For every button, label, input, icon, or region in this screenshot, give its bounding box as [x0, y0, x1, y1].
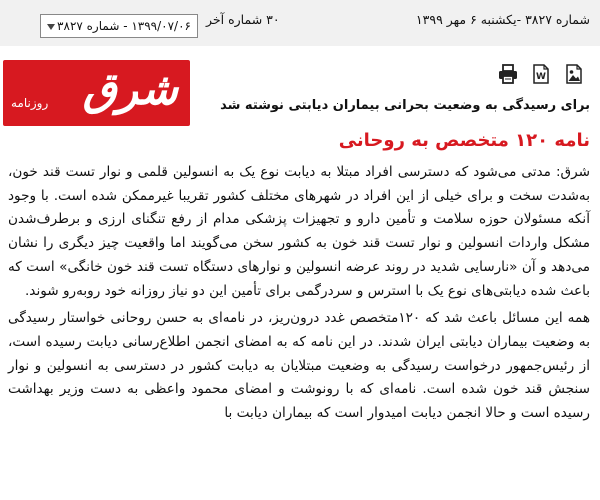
- word-download-button[interactable]: [529, 62, 553, 86]
- print-icon: [497, 63, 519, 85]
- logo-subtext: روزنامه: [11, 96, 49, 110]
- issue-info: شماره ۳۸۲۷ -یکشنبه ۶ مهر ۱۳۹۹: [415, 12, 590, 27]
- newspaper-logo[interactable]: [3, 60, 190, 126]
- article-headline: نامه ۱۲۰ متخصص به روحانی: [338, 130, 590, 151]
- article-toolbar: [496, 62, 586, 86]
- image-button[interactable]: [562, 62, 586, 86]
- article-body: [8, 161, 590, 430]
- article-kicker: برای رسیدگی به وضعیت بحرانی بیماران دیابتی نوشته شد: [220, 98, 590, 113]
- header-separator: [0, 46, 600, 54]
- article-paragraph: شرق: مدتی می‌شود که دسترسی افراد مبتلا به دیابت نوع یک به انسولین قلمی و نوار تست قند خون، به‌شدت سخت و برای خیلی از این افراد در شهرهای مختلف کشور تقریبا غیرممکن شده است. با وجود آنکه مسئولان حوزه سلامت و تأمین دارو و تجهیزات پزشکی مدام از رفع تنگنای ارزی و برطرف‌شدن مشکل واردات انسولین و نوار تست قند خون به کشور سخن می‌گویند اما واقعیت چیز دیگری را نشان می‌دهد و آن «نارسایی شدید در روند عرضه انسولین و نوارهای دستگاه تست قند خون خانگی» است که باعث شده دیابتی‌های نوع یک با استرس و سردرگمی برای تأمین این دو نیاز روزانه خود روبه‌رو شوند.: [8, 164, 590, 299]
- article-paragraph: همه این مسائل باعث شد که ۱۲۰متخصص غدد درون‌ریز، در نامه‌ای به حسن روحانی خواستار رسیدگی به وضعیت بیماران دیابتی ایران شدند. در این نامه که به امضای انجمن اطلاع‌رسانی دیابت رسیده است، از رئیس‌جمهور درخواست رسیدگی به وضعیت مبتلایان به دیابت کشور در دسترسی به انسولین و نوار سنجش قند خون شده است. نامه‌ای که با رونوشت و امضای محمود واعظی به دست وزیر بهداشت رسیده است و حالا انجمن دیابت امیدوار است که بیماران دیابت با: [8, 310, 590, 422]
- svg-text:W: W: [536, 72, 546, 82]
- image-icon: [563, 63, 585, 85]
- archive-label: ۳۰ شماره آخر: [206, 12, 280, 27]
- issue-header-bar: [0, 0, 600, 47]
- print-button[interactable]: [496, 62, 520, 86]
- word-icon: [530, 63, 552, 85]
- logo-wordmark: شرق: [82, 64, 178, 115]
- issue-select[interactable]: ۱۳۹۹/۰۷/۰۶ - شماره ۳۸۲۷: [40, 14, 198, 38]
